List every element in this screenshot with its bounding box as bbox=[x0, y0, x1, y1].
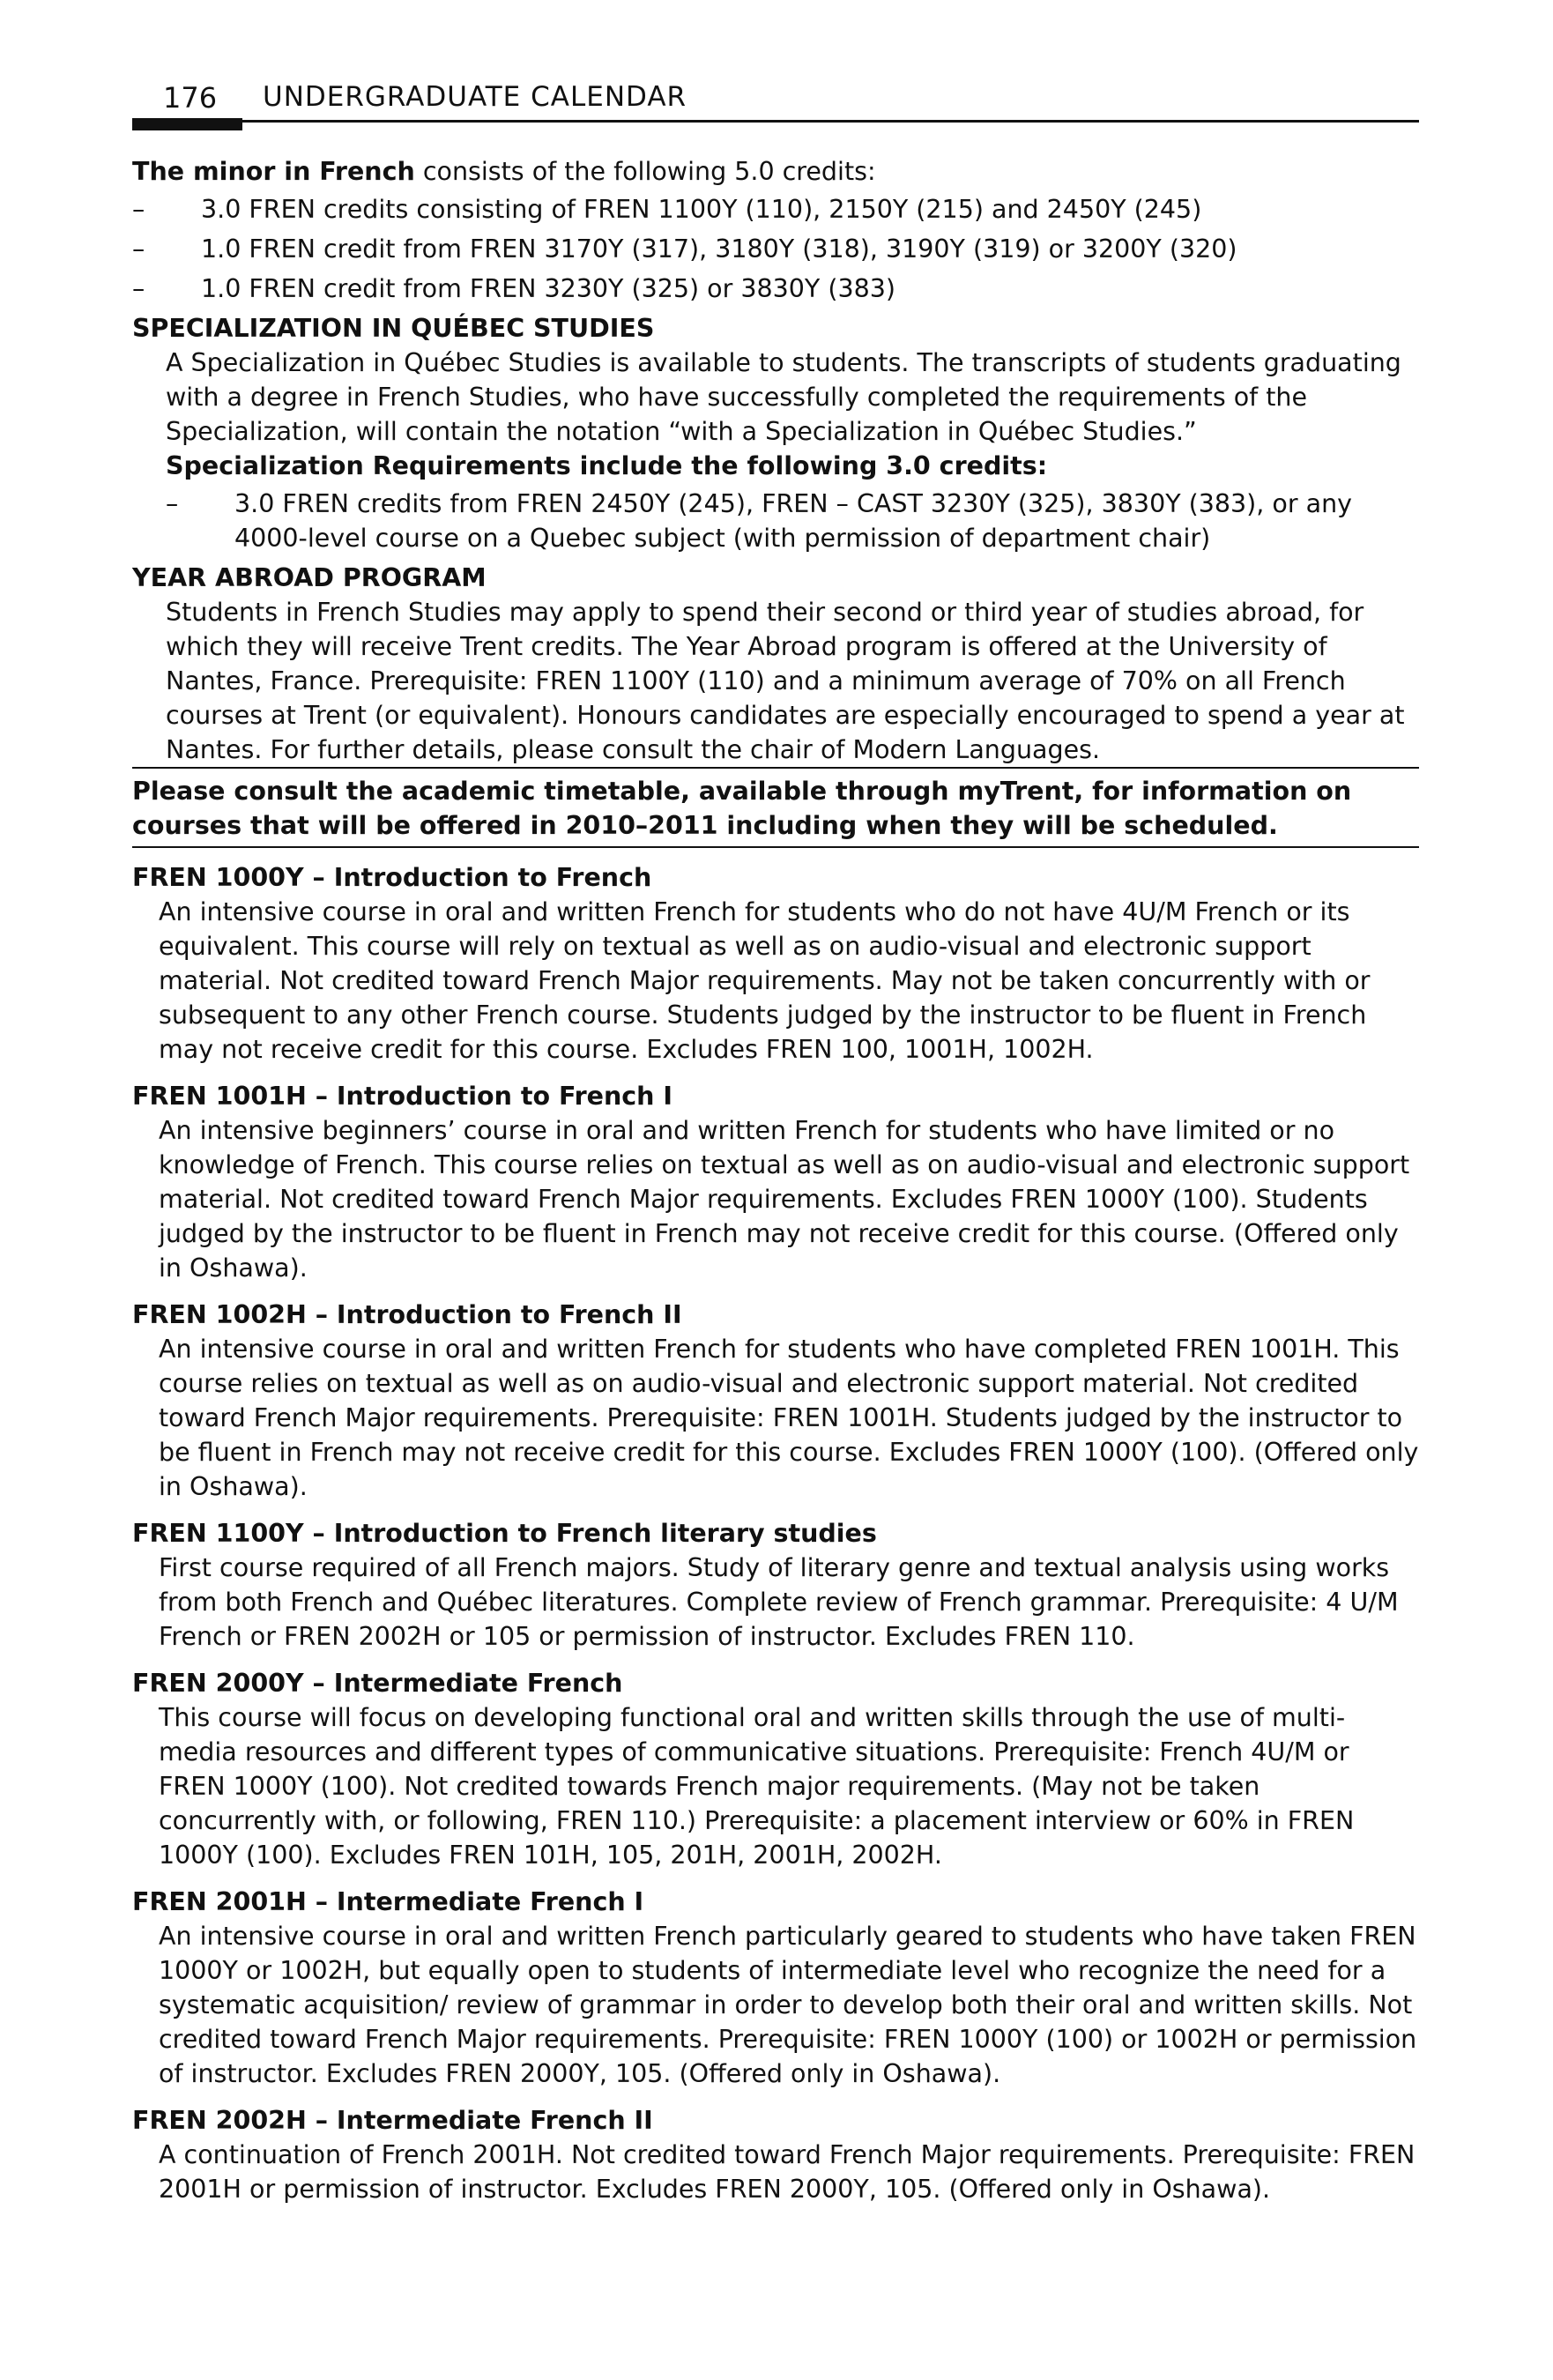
specialization-requirements-heading: Specialization Requirements include the following 3.0 credits: bbox=[166, 451, 1048, 480]
course-entry bbox=[132, 1885, 1419, 2091]
header-rule bbox=[132, 120, 1419, 123]
course-description: This course will focus on developing functional oral and written skills through the use of multi-media resources and different types of communicative situations. Prerequisite: French 4U/M or FREN 1000Y (100). Not credited towards French major requirements. (May not be taken concurrently with, or following, FREN 110.) Prerequisite: a placement interview or 60% in FREN 1000Y (100). Excludes FREN 101H, 105, 201H, 2001H, 2002H. bbox=[159, 1703, 1355, 1870]
course-entry bbox=[132, 1666, 1419, 1872]
list-item: – 1.0 FREN credit from FREN 3230Y (325) or 3830Y (383) bbox=[132, 274, 896, 303]
course-description: An intensive course in oral and written French for students who have completed FREN 1001H. This course relies on textual as well as on audio-visual and electronic support material. Not credited toward French Major requirements. Prerequisite: FREN 1001H. Students judged by the instructor to be fluent in French may not receive credit for this course. Excludes FREN 1000Y (100). (Offered only in Oshawa). bbox=[159, 1335, 1419, 1501]
course-description: An intensive course in oral and written French for students who do not have 4U/M French or its equivalent. This course will rely on textual as well as on audio-visual and electronic support material. Not credited toward French Major requirements. May not be taken concurrently with or subsequent to any other French course. Students judged by the instructor to be fluent in French may not receive credit for this course. Excludes FREN 100, 1001H, 1002H. bbox=[159, 897, 1371, 1064]
timetable-notice: Please consult the academic timetable, available through myTrent, for information on courses that will be offered in 2010–2011 including when they will be scheduled. bbox=[132, 767, 1419, 848]
header-rule-accent bbox=[132, 118, 242, 130]
list-item: – 1.0 FREN credit from FREN 3170Y (317), 3180Y (318), 3190Y (319) or 3200Y (320) bbox=[132, 234, 1237, 264]
course-entry bbox=[132, 1516, 1419, 1654]
course-title: FREN 2000Y – Intermediate French bbox=[132, 1669, 623, 1698]
minor-intro-bold: The minor in French bbox=[132, 157, 415, 186]
course-title: FREN 2002H – Intermediate French II bbox=[132, 2106, 653, 2135]
course-description: An intensive beginners’ course in oral and written French for students who have limited or no knowledge of French. This course relies on textual as well as on audio-visual and electronic support material. Not credited toward French Major requirements. Excludes FREN 1000Y (100). Students judged by the instructor to be fluent in French may not receive credit for this course. (Offered only in Oshawa). bbox=[159, 1116, 1410, 1283]
year-abroad-heading: YEAR ABROAD PROGRAM bbox=[132, 563, 487, 592]
course-entry bbox=[132, 1298, 1419, 1504]
list-item: – 3.0 FREN credits from FREN 2450Y (245), FREN – CAST 3230Y (325), 3830Y (383), or any 4000-level course on a Quebec subject (with permission of department chair) bbox=[166, 489, 1353, 553]
page-number: 176 bbox=[163, 81, 218, 115]
year-abroad-section bbox=[132, 595, 1419, 767]
specialization-section bbox=[132, 346, 1419, 555]
course-title: FREN 2001H – Intermediate French I bbox=[132, 1887, 644, 1916]
page-header bbox=[132, 78, 1419, 132]
minor-intro-rest: consists of the following 5.0 credits: bbox=[414, 157, 876, 186]
course-description: An intensive course in oral and written French particularly geared to students who have taken FREN 1000Y or 1002H, but equally open to students of intermediate level who recognize the need for a systematic acquisition/ review of grammar in order to develop both their oral and written skills. Not credited toward French Major requirements. Prerequisite: FREN 1000Y (100) or 1002H or permission of instructor. Excludes FREN 2000Y, 105. (Offered only in Oshawa). bbox=[159, 1922, 1417, 2088]
course-title: FREN 1002H – Introduction to French II bbox=[132, 1300, 682, 1329]
course-description: First course required of all French majors. Study of literary genre and textual analysis using works from both French and Québec literatures. Complete review of French grammar. Prerequisite: 4 U/M French or FREN 2002H or 105 or permission of instructor. Excludes FREN 110. bbox=[159, 1553, 1399, 1651]
course-description: A continuation of French 2001H. Not credited toward French Major requirements. Prerequisite: FREN 2001H or permission of instructor. Excludes FREN 2000Y, 105. (Offered only in Oshawa). bbox=[159, 2140, 1416, 2204]
minor-intro bbox=[132, 154, 1419, 189]
list-item: – 3.0 FREN credits consisting of FREN 1100Y (110), 2150Y (215) and 2450Y (245) bbox=[132, 195, 1202, 224]
course-entry bbox=[132, 1079, 1419, 1285]
course-entry bbox=[132, 860, 1419, 1067]
year-abroad-body: Students in French Studies may apply to spend their second or third year of studies abroad, for which they will receive Trent credits. The Year Abroad program is offered at the University of Nantes, France. Prerequisite: FREN 1100Y (110) and a minimum average of 70% on all French courses at Trent (or equivalent). Honours candidates are especially encouraged to spend a year at Nantes. For further details, please consult the chair of Modern Languages. bbox=[166, 598, 1405, 764]
running-title: UNDERGRADUATE CALENDAR bbox=[263, 81, 687, 113]
specialization-list bbox=[166, 487, 1419, 555]
course-title: FREN 1000Y – Introduction to French bbox=[132, 863, 652, 892]
specialization-heading: SPECIALIZATION IN QUÉBEC STUDIES bbox=[132, 314, 655, 343]
page-content bbox=[132, 154, 1419, 2206]
minor-list bbox=[132, 192, 1419, 306]
course-title: FREN 1001H – Introduction to French I bbox=[132, 1082, 673, 1111]
specialization-body: A Specialization in Québec Studies is available to students. The transcripts of students graduating with a degree in French Studies, who have successfully completed the requirements of the Specialization, will contain the notation “with a Specialization in Québec Studies.” bbox=[166, 348, 1401, 446]
course-title: FREN 1100Y – Introduction to French literary studies bbox=[132, 1519, 877, 1548]
course-entry bbox=[132, 2103, 1419, 2206]
